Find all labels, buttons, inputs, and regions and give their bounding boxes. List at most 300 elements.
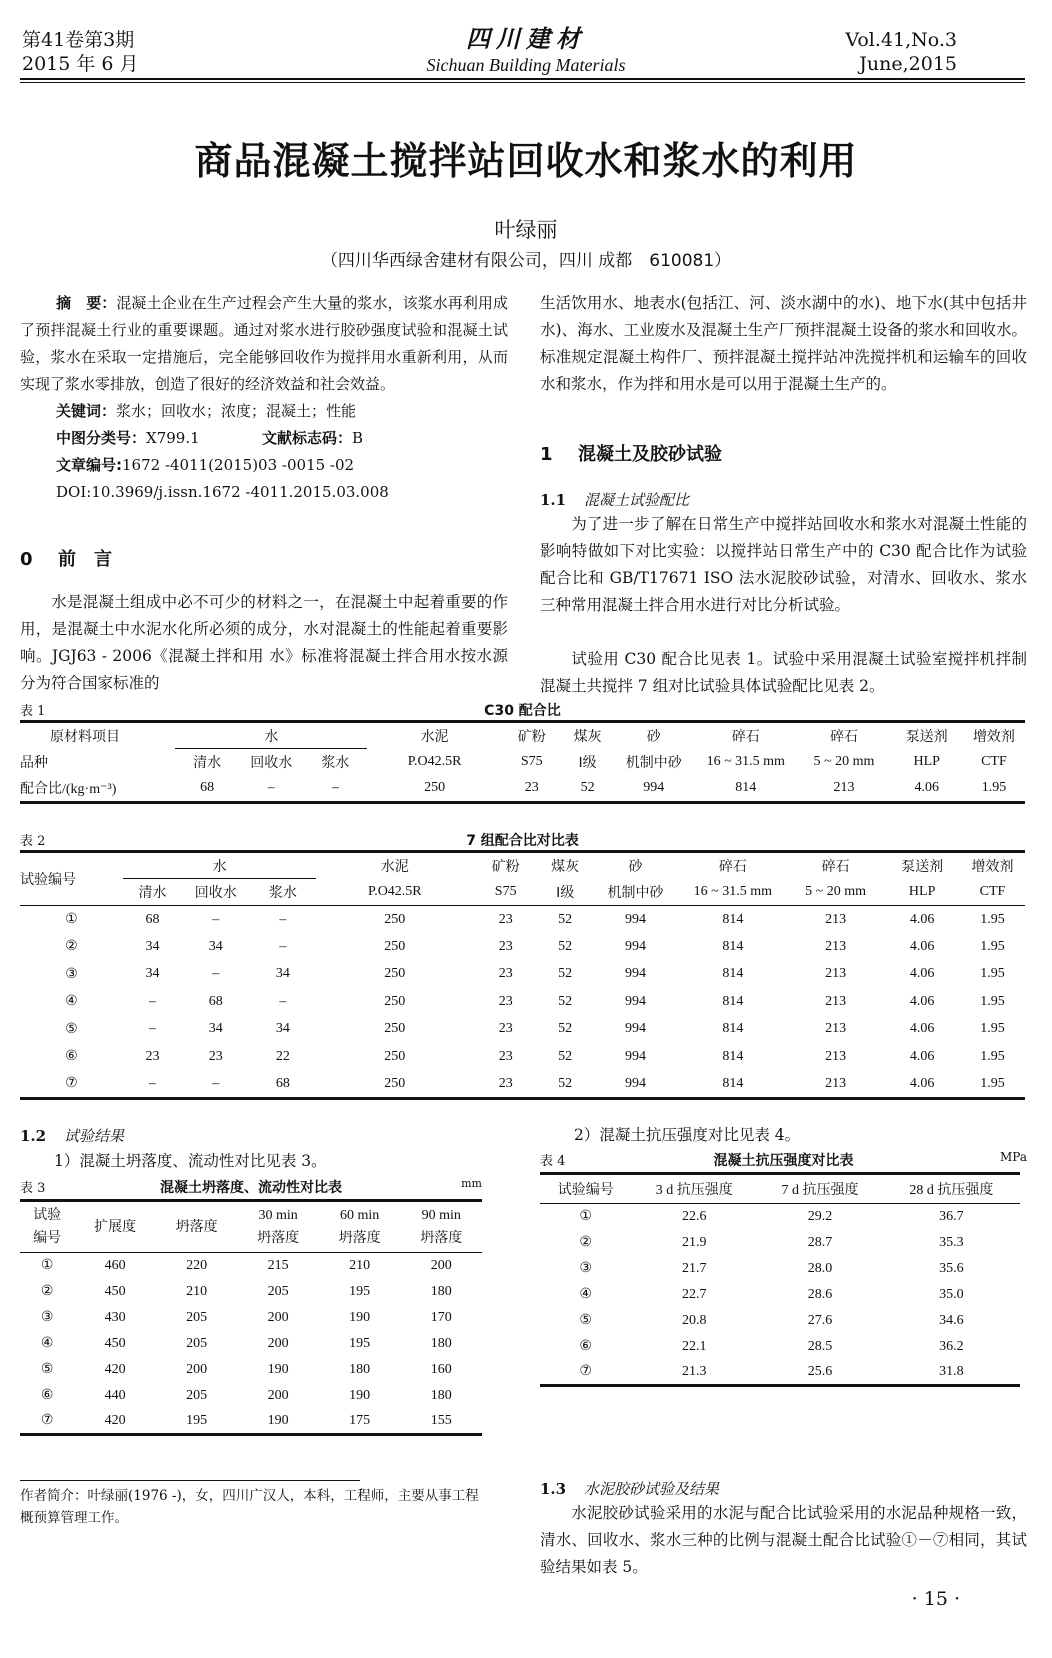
table-cell: 34: [208, 1021, 223, 1037]
table-unit: mm: [461, 1177, 482, 1190]
table-header-cell: S75: [520, 754, 543, 769]
section-1-heading: [540, 440, 1027, 466]
table-cell: 1.95: [980, 1075, 1005, 1091]
table-cell: 205: [186, 1387, 208, 1403]
table-cell: 814: [722, 938, 744, 954]
table-header-cell: CTF: [981, 754, 1007, 769]
table-cell: 1.95: [980, 1021, 1005, 1037]
header-line: 扩展度: [94, 1219, 137, 1235]
doc-code-value: B: [352, 429, 364, 447]
table-row: [540, 1334, 1020, 1360]
table-cell: 22: [275, 1048, 290, 1064]
table-cell: 52: [558, 1021, 573, 1037]
table-cell: 190: [267, 1361, 289, 1377]
table-cell: 250: [384, 1021, 406, 1037]
table-cell: 155: [430, 1412, 452, 1428]
table-cell: 195: [349, 1283, 371, 1299]
table-cell: 23: [498, 1075, 513, 1091]
table-row: [20, 1383, 482, 1409]
table-cell: 213: [825, 966, 847, 982]
table-4-grid: [540, 1172, 1020, 1387]
table-row: [20, 988, 1025, 1016]
table-cell: –: [212, 1075, 220, 1091]
table-cell: 180: [430, 1335, 452, 1351]
table-cell: 814: [722, 911, 744, 927]
journal-logo: 四川建材: [466, 24, 586, 53]
table-header-cell: HLP: [913, 754, 940, 769]
table-cell: ⑥: [65, 1049, 78, 1065]
table-cell: 52: [558, 1048, 573, 1064]
section-title: 水泥胶砂试验及结果: [584, 1480, 720, 1498]
table-header-cell: [20, 1201, 74, 1253]
table-cell: ④: [579, 1287, 592, 1302]
table-cell: 460: [104, 1257, 126, 1273]
table-row: [540, 1256, 1020, 1282]
table-row: [540, 1308, 1020, 1334]
date-cn: 2015 年 6 月: [22, 53, 139, 75]
table-row: [20, 776, 1025, 803]
table-header-cell: HLP: [908, 883, 936, 899]
section-title: 试验结果: [64, 1127, 125, 1145]
table-cell: 200: [267, 1335, 289, 1351]
table-3-caption: [20, 1177, 482, 1199]
table-cell: 1.95: [980, 1048, 1005, 1064]
table-cell: –: [212, 966, 220, 982]
table-header-cell: 试验编号: [557, 1183, 614, 1198]
abstract-text: 混凝土企业在生产过程会产生大量的浆水，该浆水再利用成了预拌混凝土行业的重要课题。通过对浆水进行胶砂强度试验和混凝土试验，浆水在采取一定措施后，完全能够回收作为搅拌用水重新利用，从而实现了浆水零排放，创造了很好的经济效益和社会效益。: [20, 294, 508, 393]
table-cell: 213: [825, 1048, 847, 1064]
table-cell: 250: [424, 780, 446, 796]
table-header-cell: 28 d 抗压强度: [909, 1183, 994, 1198]
table-header-cell: 增效剂: [972, 729, 1015, 745]
footnote-rule: [20, 1480, 360, 1481]
table-cell: ②: [65, 939, 78, 955]
article-no-value: 1672 -4011(2015)03 -0015 -02: [122, 456, 355, 474]
table-header-cell: P.O42.5R: [367, 883, 422, 899]
table-cell: 1.95: [980, 911, 1005, 927]
table-header-row: [20, 852, 1025, 879]
table-cell: ②: [40, 1284, 54, 1299]
table-cell: 420: [104, 1361, 126, 1377]
table-header-cell: 机制中砂: [607, 885, 664, 901]
table-header-cell: 7 d 抗压强度: [781, 1183, 859, 1198]
section-title: 混凝土及胶砂试验: [578, 444, 722, 465]
table-label: 表 1: [20, 704, 46, 719]
table-cell: –: [267, 780, 275, 796]
table-cell: 68: [200, 780, 215, 796]
table-cell: 430: [104, 1309, 126, 1325]
table-header-cell: 机制中砂: [625, 756, 682, 771]
table-header-cell: S75: [494, 883, 517, 899]
table-label: 表 3: [20, 1181, 46, 1196]
table-cell: 205: [186, 1335, 208, 1351]
table-cell: 21.7: [682, 1260, 707, 1276]
keywords: [20, 398, 508, 425]
table-cell: 450: [104, 1335, 126, 1351]
table-header-cell: Ⅰ级: [578, 756, 597, 771]
table-cell: 994: [624, 1048, 646, 1064]
table-cell: 450: [104, 1283, 126, 1299]
table-cell: 34.6: [939, 1312, 964, 1328]
table-cell: 814: [735, 780, 757, 796]
table-cell: 4.06: [914, 780, 939, 796]
table-cell: 31.8: [939, 1363, 964, 1379]
table-cell: ③: [40, 1310, 54, 1325]
table-cell: 195: [186, 1412, 208, 1428]
doi-value: 10.3969/j.issn.1672 -4011.2015.03.008: [91, 483, 389, 501]
table-header-row: [20, 722, 1025, 749]
table-title: 混凝土坍落度、流动性对比表: [160, 1180, 342, 1196]
header-line: 30 min: [258, 1208, 298, 1223]
table-cell: 180: [349, 1361, 371, 1377]
table-cell: 4.06: [909, 938, 935, 954]
paragraph-text: 水是混凝土组成中必不可少的材料之一，在混凝土中起着重要的作用，是混凝土中水泥水化所必须的成分，水对混凝土的性能起着重要影响。JGJ63 - 2006《混凝土拌和用 水》标准将混凝土拌合用水按水源分为符合国家标准的: [20, 593, 508, 692]
table-label: 表 4: [540, 1154, 566, 1169]
table-cell: 22.1: [682, 1338, 707, 1354]
table-header-cell: 3 d 抗压强度: [655, 1183, 733, 1198]
table-cell: 814: [722, 1021, 744, 1037]
table-cell: 23: [498, 1021, 513, 1037]
table-cell: 1.95: [980, 993, 1005, 1009]
section-number: 0: [20, 549, 33, 570]
clc-value: X799.1: [146, 429, 200, 447]
table-row: [540, 1230, 1020, 1256]
table-header-cell: P.O42.5R: [407, 754, 462, 769]
table-header-cell: 增效剂: [971, 859, 1014, 875]
table-cell: 52: [558, 938, 573, 954]
table-header-cell: [319, 1201, 401, 1253]
table-cell: 190: [349, 1387, 371, 1403]
table-cell: 4.06: [909, 1021, 935, 1037]
section-0-heading: [20, 545, 508, 571]
table-cell: –: [149, 1021, 156, 1037]
table-cell: 200: [267, 1309, 289, 1325]
table-row: [20, 1331, 482, 1357]
table-cell: 34: [275, 966, 290, 982]
table-cell: 23: [208, 1048, 223, 1064]
table-row: [20, 1016, 1025, 1044]
table-row: [540, 1282, 1020, 1308]
table-cell: 配合比/(kg·m⁻³): [20, 782, 117, 798]
table-cell: 36.7: [939, 1208, 964, 1224]
doi: [20, 479, 508, 506]
table-cell: 190: [349, 1309, 371, 1325]
table-cell: 994: [643, 780, 665, 796]
table-cell: 213: [825, 1075, 847, 1091]
date-en: June,2015: [859, 53, 957, 75]
table-cell: ③: [579, 1261, 592, 1276]
section-1-3-paragraph: [540, 1500, 1027, 1581]
table-cell: 180: [430, 1283, 452, 1299]
table-cell: 213: [825, 993, 847, 1009]
table-cell: 205: [267, 1283, 289, 1299]
table-header-cell: 品种: [20, 756, 48, 771]
table-1-caption: [20, 698, 1025, 720]
table-header-cell: 回收水: [194, 886, 237, 901]
table-cell: 35.3: [939, 1234, 964, 1250]
table-cell: 20.8: [682, 1312, 707, 1328]
table-cell: ④: [40, 1336, 54, 1351]
section-1-2-paragraph-1: 1）混凝土坍落度、流动性对比见表 3。: [54, 1152, 327, 1170]
table-header-cell: 清水: [193, 756, 222, 772]
table-cell: 52: [580, 780, 595, 796]
table-cell: 23: [498, 1048, 513, 1064]
table-header-cell: 碎石: [829, 729, 858, 745]
table-cell: ④: [65, 994, 78, 1010]
author: 叶绿丽: [494, 218, 558, 242]
article-no-label: 文章编号:: [56, 456, 122, 474]
table-header-cell: 砂: [646, 729, 661, 745]
table-cell: ①: [40, 1258, 54, 1274]
table-3: [20, 1177, 482, 1436]
table-header-cell: 水泥: [380, 859, 409, 875]
table-cell: ⑦: [40, 1413, 54, 1429]
table-cell: ⑦: [65, 1076, 78, 1091]
table-cell: ②: [579, 1235, 592, 1250]
table-cell: 52: [558, 911, 573, 927]
table-header-cell: 清水: [138, 886, 167, 901]
footnote-label: 作者简介：: [20, 1488, 88, 1504]
paragraph-text: 水泥胶砂试验采用的水泥与配合比试验采用的水泥品种规格一致，清水、回收水、浆水三种的比例与混凝土配合比试验①－⑦相同，其试验结果如表 5。: [540, 1504, 1027, 1576]
table-cell: 23: [498, 993, 513, 1009]
table-header-cell: 泵送剂: [905, 729, 948, 745]
table-cell: 215: [267, 1257, 289, 1273]
journal-name: Sichuan Building Materials: [426, 55, 626, 75]
table-cell: 994: [624, 993, 646, 1009]
footnote-text: 叶绿丽(1976 -)，女，四川广汉人，本科，工程师，主要从事工程概预算管理工作。: [20, 1488, 479, 1526]
header-rule-thin: [20, 82, 1025, 83]
table-cell: 440: [104, 1387, 126, 1403]
paragraph-text: 为了进一步了解在日常生产中搅拌站回收水和浆水对混凝土性能的影响特做如下对比实验：以搅拌站日常生产中的 C30 配合比作为试验配合比和 GB/T17671 ISO 法水泥胶砂试验，对清水、回收水、浆水三种常用混凝土拌合用水进行对比分析试验。: [540, 515, 1027, 614]
table-cell: 28.0: [807, 1260, 833, 1276]
table-cell: 23: [498, 938, 513, 954]
table-cell: 814: [722, 1048, 744, 1064]
table-cell: 1.95: [981, 780, 1007, 796]
table-cell: 994: [624, 911, 646, 927]
section-1-1-paragraph-1: [540, 511, 1027, 619]
doi-label: DOI:: [56, 483, 92, 501]
volume-en: Vol.41,No.3: [845, 29, 957, 51]
page-number: · 15 ·: [911, 1588, 960, 1610]
table-row: [20, 1279, 482, 1305]
table-cell: 420: [104, 1412, 126, 1428]
table-header-cell: 试验编号: [20, 873, 76, 888]
table-1: [20, 698, 1025, 804]
table-header-cell: CTF: [979, 883, 1006, 899]
table-cell: –: [149, 1075, 156, 1091]
table-cell: 195: [349, 1335, 371, 1351]
table-cell: 213: [825, 911, 847, 927]
table-cell: 4.06: [909, 911, 935, 927]
table-cell: –: [279, 993, 287, 1009]
table-cell: –: [279, 938, 287, 954]
table-cell: 250: [384, 1048, 406, 1064]
table-cell: 200: [267, 1387, 289, 1403]
table-header-cell: 泵送剂: [901, 859, 944, 875]
table-header-cell: [156, 1201, 238, 1253]
table-cell: 1.95: [980, 966, 1005, 982]
table-cell: 25.6: [807, 1363, 833, 1379]
table-cell: 35.0: [939, 1286, 964, 1302]
table-header-cell: 水: [123, 852, 317, 879]
table-header-cell: 碎石: [821, 859, 850, 875]
header-line: 60 min: [340, 1208, 380, 1223]
table-subheader-row: [20, 749, 1025, 776]
table-cell: ⑥: [579, 1339, 592, 1354]
table-cell: ③: [65, 966, 78, 982]
volume-cn: 第41卷第3期: [22, 29, 135, 51]
table-header-cell: 碎石: [718, 859, 747, 875]
table-2: [20, 828, 1025, 1100]
table-cell: 21.3: [682, 1363, 707, 1379]
header-line: 坍落度: [175, 1219, 218, 1235]
table-cell: 34: [145, 966, 160, 982]
header-line: 90 min: [421, 1208, 461, 1223]
section-number: 1.1: [540, 491, 567, 509]
section-0-paragraph: [20, 589, 508, 697]
header-line: 坍落度: [257, 1231, 300, 1246]
table-cell: 213: [833, 780, 855, 796]
doc-code-label: 文献标志码：: [262, 429, 353, 447]
section-1-1-heading: [540, 489, 1027, 510]
table-header-cell: [400, 1201, 482, 1253]
table-cell: –: [331, 780, 339, 796]
table-title: 7 组配合比对比表: [466, 833, 579, 849]
table-header-row: [540, 1174, 1020, 1204]
table-header-cell: 浆水: [321, 756, 350, 772]
table-cell: ⑤: [579, 1313, 592, 1328]
table-row: [20, 961, 1025, 989]
table-cell: 34: [208, 938, 223, 954]
table-cell: 994: [624, 938, 646, 954]
section-0-paragraph-cont: 生活饮用水、地表水(包括江、河、淡水湖中的水)、地下水(其中包括井水)、海水、工业废水及混凝土生产厂预拌混凝土设备的浆水和回收水。标准规定混凝土构件厂、预拌混凝土搅拌站冲洗搅拌机和运输车的回收水和浆水，作为拌和用水是可以用于混凝土生产的。: [540, 294, 1027, 393]
section-1-2-paragraph-2: 2）混凝土抗压强度对比见表 4。: [574, 1126, 801, 1144]
header-line: 试验: [33, 1208, 62, 1223]
table-row: [20, 933, 1025, 961]
table-cell: –: [279, 911, 287, 927]
table-header-cell: 水: [175, 722, 367, 749]
table-cell: 250: [384, 938, 406, 954]
section-title: 混凝土试验配比: [584, 491, 690, 509]
clc-label: 中图分类号：: [56, 429, 147, 447]
table-cell: 160: [430, 1361, 452, 1377]
section-1-3-heading: [540, 1478, 1027, 1499]
section-number: 1.3: [540, 1480, 567, 1498]
table-row: [20, 1043, 1025, 1071]
table-cell: 68: [208, 993, 223, 1009]
table-cell: 23: [145, 1048, 160, 1064]
table-4: [540, 1150, 1027, 1387]
table-cell: 68: [145, 911, 160, 927]
table-row: [20, 1253, 482, 1279]
abstract-block: [20, 290, 508, 506]
table-cell: 23: [498, 911, 513, 927]
table-cell: ⑦: [579, 1364, 592, 1380]
section-number: 1: [540, 444, 553, 465]
table-cell: 23: [524, 780, 539, 796]
table-header-row: [20, 1201, 482, 1253]
table-cell: ①: [579, 1209, 592, 1225]
abstract: [20, 290, 508, 398]
classification: [20, 425, 508, 452]
table-header-cell: 5 ~ 20 mm: [813, 754, 875, 769]
table-cell: 994: [624, 966, 646, 982]
table-header-cell: 矿粉: [517, 729, 546, 745]
table-row: [20, 1071, 1025, 1099]
table-cell: 28.5: [807, 1338, 833, 1354]
table-cell: 190: [267, 1412, 289, 1428]
table-label: 表 2: [20, 834, 46, 849]
table-header-cell: 煤灰: [573, 729, 602, 745]
table-1-grid: [20, 720, 1025, 804]
table-cell: 52: [558, 993, 573, 1009]
table-cell: 200: [430, 1257, 452, 1273]
table-3-body: [20, 1253, 482, 1435]
affiliation: （四川华西绿舍建材有限公司，四川 成都 610081）: [320, 251, 732, 271]
article-title: 商品混凝土搅拌站回收水和浆水的利用: [194, 139, 858, 183]
table-4-caption: [540, 1150, 1027, 1172]
table-header-cell: 浆水: [268, 886, 297, 901]
table-cell: 250: [384, 993, 406, 1009]
table-title: C30 配合比: [484, 703, 561, 719]
table-cell: 4.06: [909, 966, 935, 982]
table-row: [540, 1204, 1020, 1230]
table-cell: 52: [558, 1075, 573, 1091]
section-title: 前 言: [58, 549, 112, 570]
table-cell: 4.06: [909, 1048, 935, 1064]
table-cell: 34: [145, 938, 160, 954]
table-2-body: [20, 906, 1025, 1099]
table-header-cell: 5 ~ 20 mm: [805, 883, 867, 899]
table-cell: 213: [825, 938, 847, 954]
table-cell: 52: [558, 966, 573, 982]
table-cell: 1.95: [980, 938, 1005, 954]
table-subheader-row: [20, 879, 1025, 906]
table-header-cell: 矿粉: [491, 859, 520, 875]
journal-issue-en: [845, 28, 957, 76]
table-cell: 180: [430, 1387, 452, 1403]
table-cell: –: [149, 993, 156, 1009]
table-header-cell: 水泥: [420, 729, 449, 745]
header-line: 坍落度: [338, 1231, 381, 1246]
table-cell: 205: [186, 1309, 208, 1325]
table-cell: 4.06: [909, 993, 935, 1009]
table-cell: 220: [186, 1257, 208, 1273]
section-1-1-paragraph-2: [540, 646, 1027, 700]
paragraph-text: 试验用 C30 配合比见表 1。试验中采用混凝土试验室搅拌机拌制混凝土共搅拌 7 组对比试验具体试验配比见表 2。: [540, 650, 1027, 695]
table-cell: 170: [430, 1309, 452, 1325]
table-header-cell: 砂: [628, 859, 643, 875]
header-line: 坍落度: [420, 1231, 463, 1246]
table-cell: 814: [722, 966, 744, 982]
table-header-cell: 回收水: [250, 756, 293, 772]
table-cell: ⑤: [65, 1021, 78, 1037]
table-3-grid: [20, 1199, 482, 1436]
table-cell: ⑥: [40, 1388, 54, 1403]
table-row: [540, 1360, 1020, 1386]
table-row: [20, 1357, 482, 1383]
table-header-cell: [237, 1201, 319, 1253]
table-cell: 22.7: [682, 1286, 707, 1302]
table-cell: 250: [384, 911, 406, 927]
table-2-caption: [20, 828, 1025, 850]
table-cell: 68: [275, 1075, 290, 1091]
table-cell: 27.6: [807, 1312, 833, 1328]
table-cell: –: [212, 911, 220, 927]
table-unit: MPa: [1000, 1150, 1027, 1164]
table-cell: 23: [498, 966, 513, 982]
table-cell: 250: [384, 966, 406, 982]
